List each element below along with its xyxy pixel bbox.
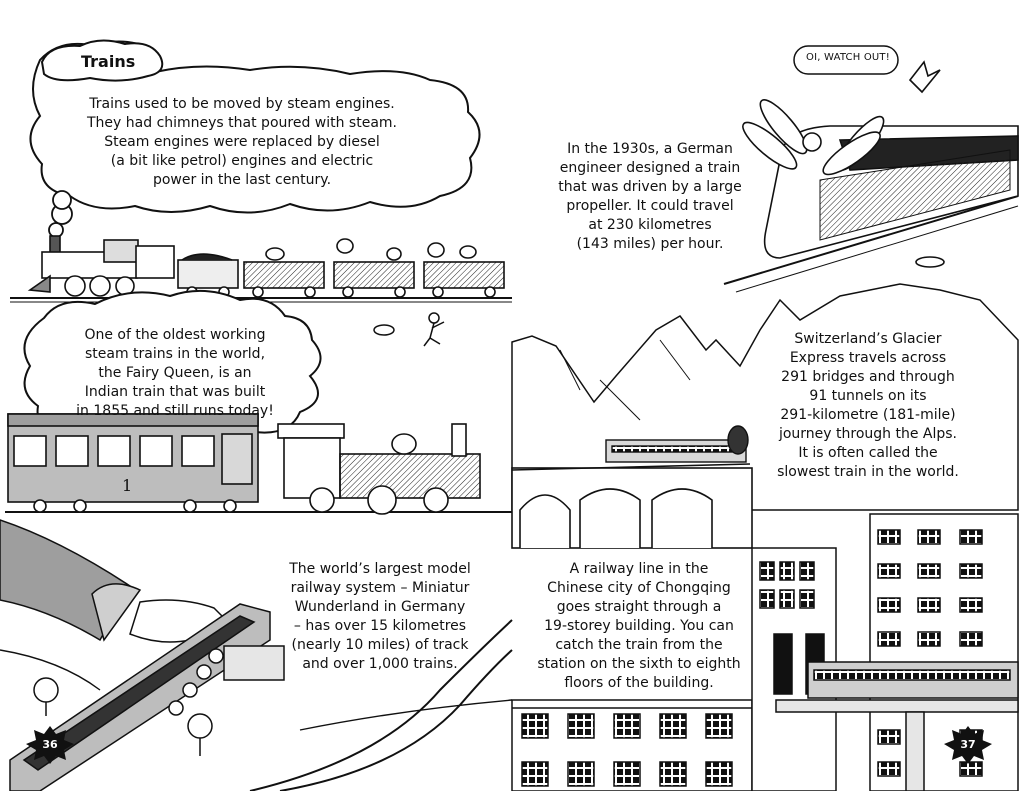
page-number-right: 37 xyxy=(960,738,976,751)
fact-model-railway: The world’s largest model railway system – Miniatur Wunderland in Germany – has over 15 kilometres (nearly 10 miles) of track and over 1,000 trains. xyxy=(289,561,471,672)
smoke-trail xyxy=(49,191,72,237)
fairy-queen-train xyxy=(5,414,512,514)
page-number-left: 36 xyxy=(42,738,58,751)
fact-propeller-train: In the 1930s, a German engineer designed a train that was driven by a large propeller. It could travel at 230 kilometres (143 miles) per hour. xyxy=(558,141,742,252)
speech-bubble-text: OI, WATCH OUT! xyxy=(806,52,890,63)
fact-chongqing: A railway line in the Chinese city of Chongqing goes straight through a 19-storey building. You can catch the train from the station on the sixth to eighth floors of the building. xyxy=(537,561,741,691)
viaduct-bridge xyxy=(512,464,752,548)
carriage-number: 1 xyxy=(122,476,133,495)
propeller-train xyxy=(724,62,1018,292)
fact-fairy-queen: One of the oldest working steam trains in the world, the Fairy Queen, is an Indian train that was built in 1855 and still runs today! xyxy=(76,327,274,419)
fact-steam-engines: Trains used to be moved by steam engines. They had chimneys that poured with steam. Steam engines were replaced by diesel (a bit like petrol) engines and electric power in the last century. xyxy=(87,96,397,188)
fact-glacier-express: Switzerland’s Glacier Express travels across 291 bridges and through 91 tunnels on its 291-kilometre (181-mile) journey through the Alps. It is often called the slowest train in the world. xyxy=(768,330,968,482)
dog-and-man-running xyxy=(374,313,444,346)
steam-freight-train xyxy=(10,236,512,302)
section-title: Trains xyxy=(81,52,136,71)
